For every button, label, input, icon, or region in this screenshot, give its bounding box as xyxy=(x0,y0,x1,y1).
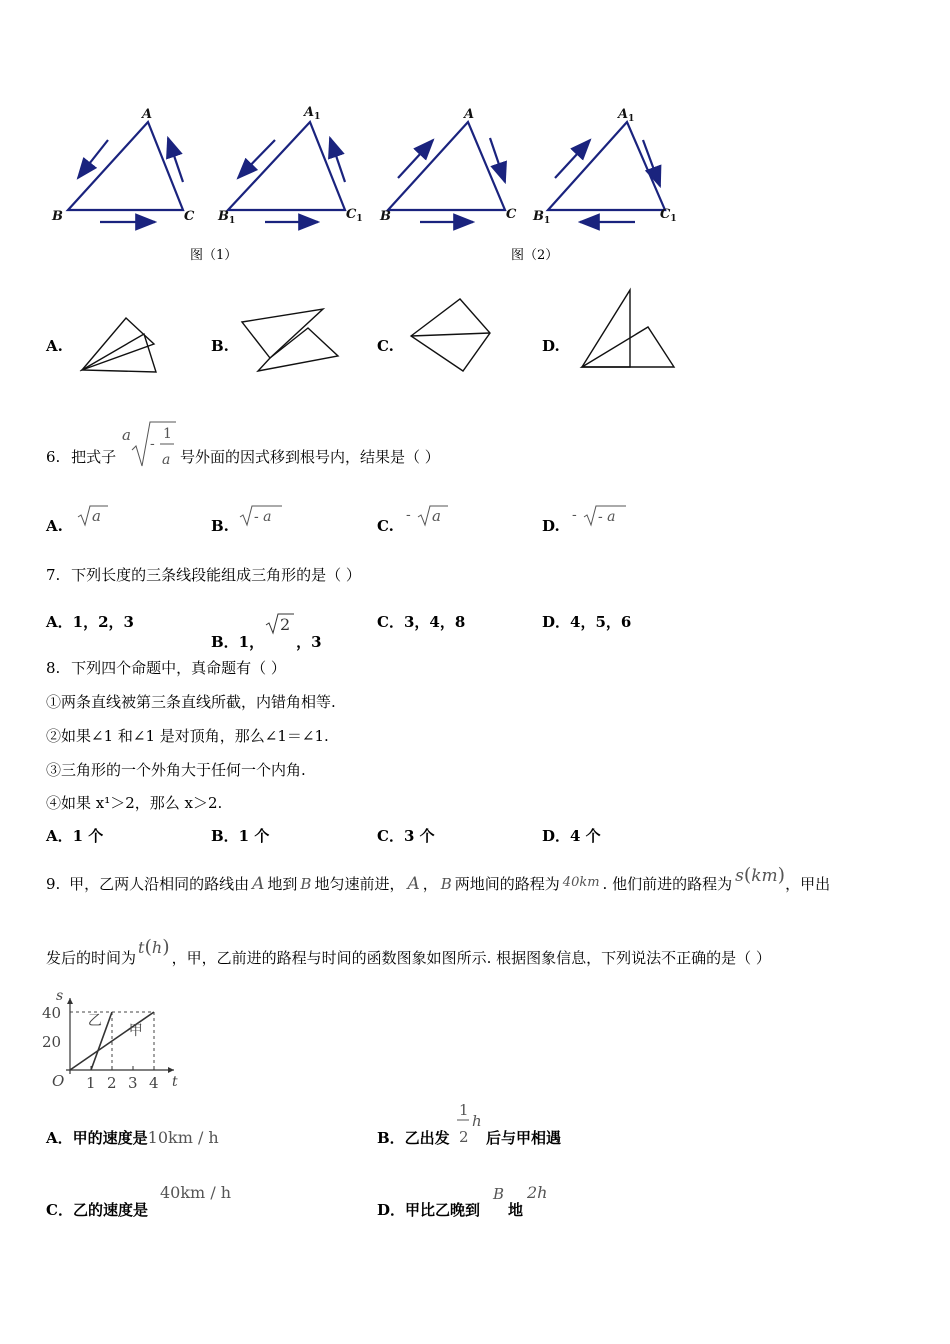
label-b1-2: $B_1$ xyxy=(533,209,551,226)
series-label-2: 乙 xyxy=(87,1013,102,1030)
q6-expression xyxy=(120,416,180,474)
q8-item-1: ①两条直线被第三条直线所截，内错角相等. xyxy=(46,693,336,711)
x-tick-label-4: 4 xyxy=(149,1074,159,1092)
y-tick-label-40: 40 xyxy=(42,1004,62,1022)
label-a-1: A xyxy=(142,107,153,122)
svg-text:a: a xyxy=(122,426,131,444)
q9-stem-line2: 发后的时间为t(h) ，甲，乙前进的路程与时间的函数图象如图所示. 根据图象信息，下列说法不正确的是（ ） xyxy=(46,936,771,967)
q8-stem: 8. 下列四个命题中，真命题有（ ） xyxy=(46,659,286,677)
q6-option-b-label[interactable]: B. xyxy=(211,517,229,535)
q7-number: 7. xyxy=(46,566,61,584)
q6-option-c-label[interactable]: C. xyxy=(377,517,394,535)
q9-number: 9. xyxy=(46,875,61,893)
q6-option-c-expr xyxy=(404,502,454,528)
q7-option-b[interactable]: B．1， 2 ，3 xyxy=(211,611,322,652)
y-axis-arrow xyxy=(67,998,73,1004)
q9-option-d[interactable]: D．甲比乙晚到 xyxy=(377,1201,481,1219)
label-c-1: C xyxy=(184,209,195,224)
q6-option-d-label[interactable]: D. xyxy=(542,517,560,535)
q7-stem: 7. 下列长度的三条线段能组成三角形的是（ ） xyxy=(46,566,361,584)
label-a1-1: $A_1$ xyxy=(304,105,321,122)
svg-text:-: - xyxy=(406,507,411,523)
q9-option-c-value: 40km / h xyxy=(160,1183,232,1202)
svg-text:-: - xyxy=(572,507,577,523)
q7-option-d[interactable]: D．4，5，6 xyxy=(542,613,632,631)
q6-option-d-expr xyxy=(570,502,630,528)
x-tick-label-1: 1 xyxy=(86,1074,96,1092)
q7-option-b-sqrt xyxy=(264,611,296,637)
q9-option-d-b: B xyxy=(493,1185,505,1203)
q9-option-b-post: 后与甲相遇 xyxy=(486,1129,562,1147)
label-c1-2: $C_1$ xyxy=(660,207,677,224)
svg-text:2: 2 xyxy=(280,615,291,634)
q9-option-c[interactable]: C．乙的速度是 xyxy=(46,1201,148,1219)
label-a-2: A xyxy=(464,107,475,122)
x-axis-arrow xyxy=(168,1067,174,1073)
svg-text:2: 2 xyxy=(459,1128,469,1146)
x-tick-label-3: 3 xyxy=(128,1074,138,1092)
q5-option-b[interactable]: B. xyxy=(211,337,229,355)
q8-item-3: ③三角形的一个外角大于任何一个内角. xyxy=(46,761,306,779)
q5-option-c[interactable]: C. xyxy=(377,337,394,355)
q8-option-b[interactable]: B．1 个 xyxy=(211,827,270,845)
q6-option-a-label[interactable]: A. xyxy=(46,517,63,535)
svg-text:a: a xyxy=(92,507,101,525)
x-tick-label-2: 2 xyxy=(107,1074,117,1092)
svg-text:- a: - a xyxy=(598,509,616,525)
label-b-1: B xyxy=(52,209,63,224)
q5-option-c-figure xyxy=(408,296,494,374)
arrow-ac-2 xyxy=(490,138,505,182)
q7-option-a[interactable]: A．1，2，3 xyxy=(46,613,134,631)
q8-option-d[interactable]: D．4 个 xyxy=(542,827,601,845)
q9-stem-line1: 9. 甲，乙两人沿相同的路线由 A 地到 B 地匀速前进， A ， B 两地间的路程为 40km . 他们前进的路程为 s(km)，甲出 xyxy=(46,864,831,894)
triangle-figure xyxy=(40,100,700,270)
label-b-2: B xyxy=(380,209,391,224)
q8-number: 8. xyxy=(46,659,61,677)
arrow-b1a1-2 xyxy=(555,140,590,178)
q8-option-c[interactable]: C．3 个 xyxy=(377,827,435,845)
q9-option-b-fraction xyxy=(454,1098,486,1148)
q5-option-b-figure xyxy=(240,306,342,374)
q9-option-d-mid: 地 xyxy=(508,1201,524,1219)
triangle-abc-2 xyxy=(388,122,505,210)
svg-text:- a: - a xyxy=(254,509,272,525)
svg-text:a: a xyxy=(162,452,171,468)
q6-number: 6. xyxy=(46,448,61,466)
figure-caption-2: 图（2） xyxy=(511,248,559,263)
origin-label: O xyxy=(52,1072,65,1090)
q8-item-2: ②如果∠1 和∠1 是对顶角，那么∠1＝∠1. xyxy=(46,727,329,745)
q7-option-c[interactable]: C．3，4，8 xyxy=(377,613,466,631)
triangle-abc-1 xyxy=(68,122,183,210)
q9-option-d-value: 2h xyxy=(527,1183,548,1202)
q9-option-a[interactable]: A．甲的速度是10km / h xyxy=(46,1128,219,1147)
q5-option-a[interactable]: A. xyxy=(46,337,63,355)
q5-option-d[interactable]: D. xyxy=(542,337,560,355)
q9-option-b[interactable]: B．乙出发 xyxy=(377,1129,450,1147)
svg-text:h: h xyxy=(472,1112,482,1130)
q8-option-a[interactable]: A．1 个 xyxy=(46,827,104,845)
q9-s-expr: s(km) xyxy=(735,864,786,886)
label-c-2: C xyxy=(506,207,517,222)
svg-text:a: a xyxy=(432,507,441,525)
triangle-a1b1c1-1 xyxy=(228,122,345,210)
q6-option-a-expr xyxy=(76,502,116,528)
q5-option-a-figure xyxy=(78,314,160,376)
arrow-a1b1-1 xyxy=(238,140,275,178)
figure-caption-1: 图（1） xyxy=(190,248,238,263)
label-c1-1: $C_1$ xyxy=(346,207,363,224)
y-tick-label-20: 20 xyxy=(42,1033,62,1051)
label-b1-1: $B_1$ xyxy=(218,209,236,226)
label-a1-2: $A_1$ xyxy=(618,107,635,124)
q6-text-after: 号外面的因式移到根号内，结果是（ ） xyxy=(180,448,440,466)
svg-text:-: - xyxy=(150,436,155,452)
series-label-1: 甲 xyxy=(128,1023,143,1040)
q6-stem: 6. 把式子 xyxy=(46,448,117,466)
arrow-ba-2 xyxy=(398,140,433,178)
x-axis-label: t xyxy=(172,1074,178,1090)
q9-chart xyxy=(40,982,190,1092)
q6-option-b-expr xyxy=(238,502,288,528)
q9-t-expr: t(h) xyxy=(138,936,170,958)
q5-option-d-figure xyxy=(578,287,678,373)
y-axis-label: s xyxy=(56,988,64,1004)
svg-text:1: 1 xyxy=(459,1101,469,1119)
q8-item-4: ④如果 x¹＞2，那么 x＞2. xyxy=(46,794,223,812)
svg-text:1: 1 xyxy=(163,426,172,442)
